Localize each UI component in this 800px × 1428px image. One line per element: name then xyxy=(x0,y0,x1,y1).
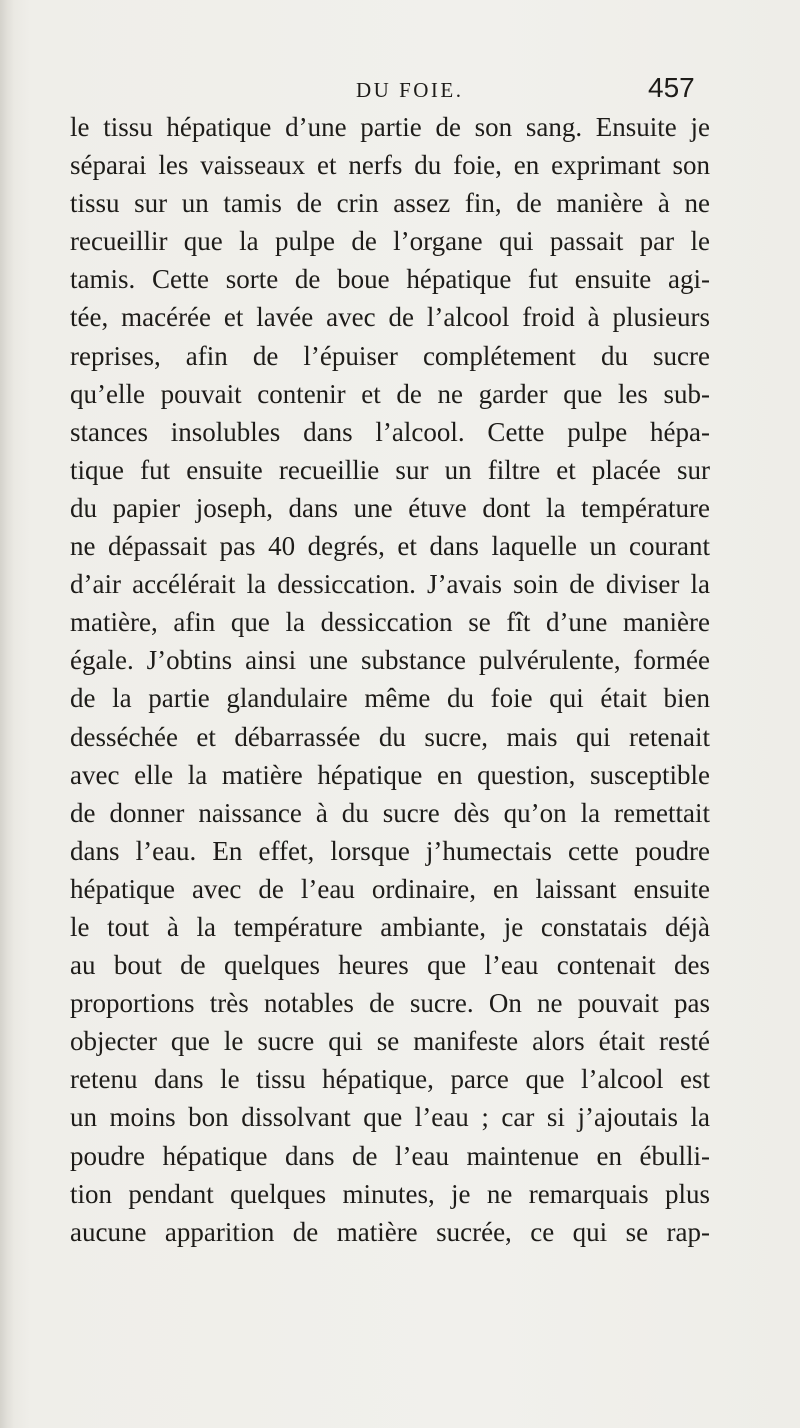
text-line: du papier joseph, dans une étuve dont la température xyxy=(70,492,710,523)
text-line: reprises, afin de l’épuiser complétement du sucre xyxy=(70,340,710,371)
text-line: ne dépassait pas 40 degrés, et dans laquelle un courant xyxy=(70,531,710,562)
page-header xyxy=(0,72,800,108)
text-line: tion pendant quelques minutes, je ne remarquais plus xyxy=(70,1178,710,1209)
text-line: tée, macérée et lavée avec de l’alcool froid à plusieurs xyxy=(70,302,710,333)
text-line: matière, afin que la dessiccation se fît d’une manière xyxy=(70,607,710,638)
text-line: dans l’eau. En effet, lorsque j’humectais cette poudre xyxy=(70,835,710,866)
running-head: DU FOIE. xyxy=(356,78,464,102)
text-line: desséchée et débarrassée du sucre, mais qui retenait xyxy=(70,721,710,752)
text-line: un moins bon dissolvant que l’eau ; car si j’ajoutais la xyxy=(70,1102,710,1133)
text-line: de la partie glandulaire même du foie qui était bien xyxy=(70,683,710,714)
text-line: égale. J’obtins ainsi une substance pulvérulente, formée xyxy=(70,645,710,676)
text-line: séparai les vaisseaux et nerfs du foie, en exprimant son xyxy=(70,150,710,181)
text-line: retenu dans le tissu hépatique, parce que l’alcool est xyxy=(70,1064,710,1095)
text-line: aucune apparition de matière sucrée, ce qui se rap- xyxy=(70,1216,710,1247)
text-line: de donner naissance à du sucre dès qu’on la remettait xyxy=(70,797,710,828)
text-line: au bout de quelques heures que l’eau contenait des xyxy=(70,950,710,981)
page-number: 457 xyxy=(648,72,695,103)
text-line: tissu sur un tamis de crin assez fin, de manière à ne xyxy=(70,188,710,219)
text-line: tique fut ensuite recueillie sur un filtre et placée sur xyxy=(70,454,710,485)
text-line: tamis. Cette sorte de boue hépatique fut ensuite agi- xyxy=(70,264,710,295)
body-paragraph xyxy=(70,108,710,1251)
text-line: objecter que le sucre qui se manifeste alors était resté xyxy=(70,1026,710,1057)
text-line: avec elle la matière hépatique en question, susceptible xyxy=(70,759,710,790)
text-line: d’air accélérait la dessiccation. J’avais soin de diviser la xyxy=(70,569,710,600)
text-line: le tissu hépatique d’une partie de son sang. Ensuite je xyxy=(70,112,710,142)
binding-gutter xyxy=(0,0,14,1428)
text-line: hépatique avec de l’eau ordinaire, en laissant ensuite xyxy=(70,873,710,904)
text-line: le tout à la température ambiante, je constatais déjà xyxy=(70,911,710,942)
text-line: proportions très notables de sucre. On ne pouvait pas xyxy=(70,988,710,1019)
text-line: poudre hépatique dans de l’eau maintenue en ébulli- xyxy=(70,1140,710,1171)
text-line: recueillir que la pulpe de l’organe qui passait par le xyxy=(70,226,710,257)
text-line: stances insolubles dans l’alcool. Cette pulpe hépa- xyxy=(70,416,710,447)
text-line: qu’elle pouvait contenir et de ne garder que les sub- xyxy=(70,378,710,409)
